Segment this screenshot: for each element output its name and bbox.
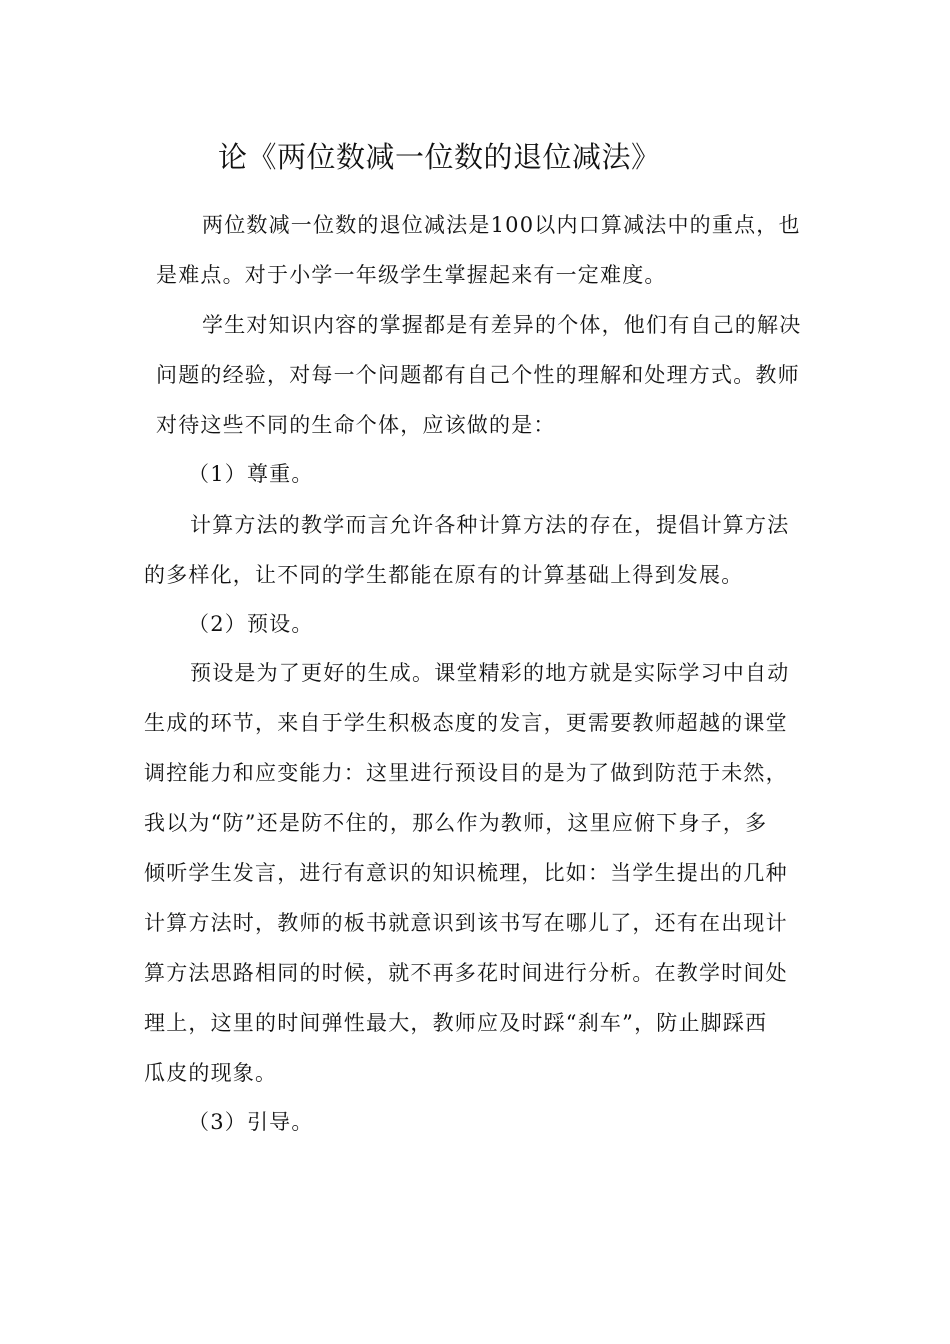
paragraph-6-line-8: 理上，这里的时间弹性最大，教师应及时踩“刹车”，防止脚踩西 bbox=[144, 1011, 768, 1035]
paragraph-2-line-2: 问题的经验，对每一个问题都有自己个性的理解和处理方式。教师 bbox=[156, 363, 800, 387]
paragraph-4-line-1: 计算方法的教学而言允许各种计算方法的存在，提倡计算方法 bbox=[190, 513, 790, 537]
section-heading-presetting: （2）预设。 bbox=[188, 612, 314, 636]
paragraph-6-line-1: 预设是为了更好的生成。课堂精彩的地方就是实际学习中自动 bbox=[190, 661, 790, 685]
paragraph-2-line-3: 对待这些不同的生命个体，应该做的是： bbox=[156, 413, 556, 437]
paragraph-6-line-7: 算方法思路相同的时候，就不再多花时间进行分析。在教学时间处 bbox=[144, 961, 788, 985]
paragraph-4-line-2: 的多样化，让不同的学生都能在原有的计算基础上得到发展。 bbox=[144, 563, 744, 587]
section-heading-respect: （1）尊重。 bbox=[188, 462, 314, 486]
paragraph-6-line-2: 生成的环节，来自于学生积极态度的发言，更需要教师超越的课堂 bbox=[144, 711, 788, 735]
section-heading-guidance: （3）引导。 bbox=[188, 1110, 314, 1134]
paragraph-1-line-1: 两位数减一位数的退位减法是100以内口算减法中的重点，也 bbox=[202, 213, 801, 237]
paragraph-6-line-5: 倾听学生发言，进行有意识的知识梳理，比如：当学生提出的几种 bbox=[144, 861, 788, 885]
paragraph-1-line-2: 是难点。对于小学一年级学生掌握起来有一定难度。 bbox=[156, 263, 667, 287]
document-title: 论《两位数减一位数的退位减法》 bbox=[218, 140, 661, 174]
paragraph-6-line-6: 计算方法时，教师的板书就意识到该书写在哪儿了，还有在出现计 bbox=[144, 911, 788, 935]
paragraph-2-line-1: 学生对知识内容的掌握都是有差异的个体，他们有自己的解决 bbox=[202, 313, 802, 337]
paragraph-6-line-4: 我以为“防”还是防不住的，那么作为教师，这里应俯下身子，多 bbox=[144, 811, 768, 835]
paragraph-6-line-9: 瓜皮的现象。 bbox=[144, 1061, 278, 1085]
paragraph-6-line-3: 调控能力和应变能力：这里进行预设目的是为了做到防范于未然， bbox=[144, 761, 788, 785]
